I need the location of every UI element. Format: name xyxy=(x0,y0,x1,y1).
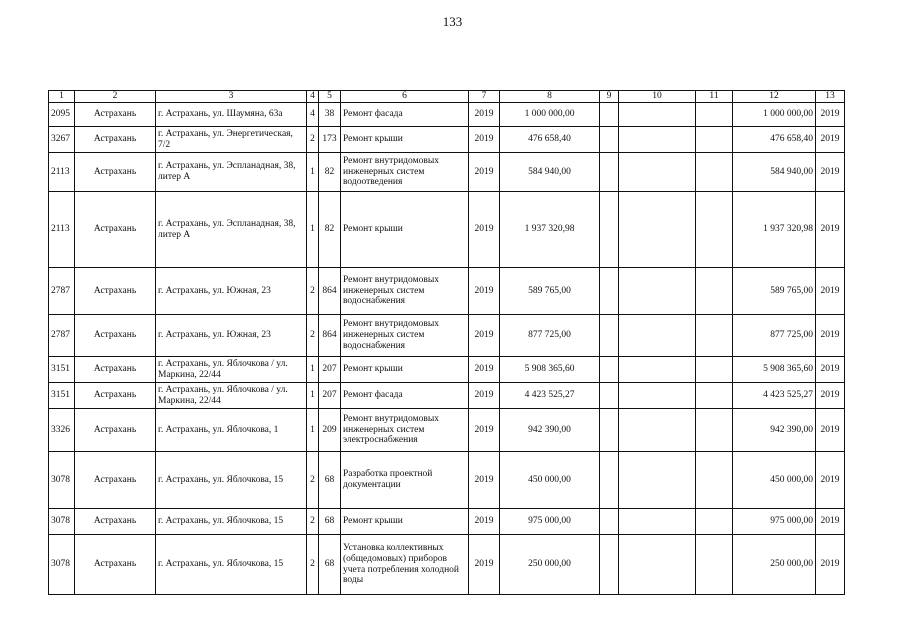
cell-address: г. Астрахань, ул. Яблочкова, 15 xyxy=(156,452,307,509)
cell-c9 xyxy=(600,452,619,509)
cell-c11 xyxy=(696,357,733,383)
cell-c9 xyxy=(600,509,619,535)
cell-address: г. Астрахань, ул. Яблочкова, 1 xyxy=(156,409,307,452)
cell-end-year: 2019 xyxy=(816,383,845,409)
cell-city: Астрахань xyxy=(75,509,156,535)
table-row xyxy=(49,357,845,383)
cell-c4: 2 xyxy=(307,315,319,357)
cell-city: Астрахань xyxy=(75,192,156,268)
cell-c4: 1 xyxy=(307,409,319,452)
cell-id: 3151 xyxy=(49,357,75,383)
cell-c10 xyxy=(619,409,696,452)
cell-c9 xyxy=(600,103,619,127)
cell-total: 450 000,00 xyxy=(733,452,816,509)
cell-address: г. Астрахань, ул. Южная, 23 xyxy=(156,268,307,315)
cell-id: 3078 xyxy=(49,509,75,535)
page-number: 133 xyxy=(442,14,463,29)
cell-address: г. Астрахань, ул. Яблочкова, 15 xyxy=(156,535,307,595)
cell-end-year: 2019 xyxy=(816,153,845,192)
cell-c11 xyxy=(696,192,733,268)
column-header-6: 6 xyxy=(341,91,469,103)
cell-total: 584 940,00 xyxy=(733,153,816,192)
table-body xyxy=(49,103,845,595)
cell-amount: 476 658,40 xyxy=(500,127,600,153)
cell-c11 xyxy=(696,383,733,409)
table-row xyxy=(49,268,845,315)
cell-end-year: 2019 xyxy=(816,103,845,127)
cell-c9 xyxy=(600,409,619,452)
cell-c11 xyxy=(696,452,733,509)
cell-c11 xyxy=(696,153,733,192)
cell-address: г. Астрахань, ул. Яблочкова / ул. Маркина, 22/44 xyxy=(156,383,307,409)
cell-c9 xyxy=(600,535,619,595)
cell-amount: 1 000 000,00 xyxy=(500,103,600,127)
cell-id: 2787 xyxy=(49,315,75,357)
cell-c5: 173 xyxy=(319,127,341,153)
cell-year: 2019 xyxy=(469,315,500,357)
column-header-5: 5 xyxy=(319,91,341,103)
cell-amount: 4 423 525,27 xyxy=(500,383,600,409)
cell-c10 xyxy=(619,153,696,192)
cell-amount: 877 725,00 xyxy=(500,315,600,357)
cell-id: 2095 xyxy=(49,103,75,127)
column-header-2: 2 xyxy=(75,91,156,103)
table-row xyxy=(49,452,845,509)
cell-total: 250 000,00 xyxy=(733,535,816,595)
cell-city: Астрахань xyxy=(75,357,156,383)
cell-city: Астрахань xyxy=(75,452,156,509)
table-row xyxy=(49,315,845,357)
cell-work: Ремонт внутридомовых инженерных систем электроснабжения xyxy=(341,409,469,452)
cell-c10 xyxy=(619,535,696,595)
cell-c10 xyxy=(619,127,696,153)
cell-work: Ремонт крыши xyxy=(341,357,469,383)
cell-work: Разработка проектной документации xyxy=(341,452,469,509)
table-row xyxy=(49,127,845,153)
cell-end-year: 2019 xyxy=(816,192,845,268)
cell-address: г. Астрахань, ул. Яблочкова / ул. Маркина, 22/44 xyxy=(156,357,307,383)
column-header-1: 1 xyxy=(49,91,75,103)
cell-id: 3267 xyxy=(49,127,75,153)
cell-c5: 68 xyxy=(319,509,341,535)
cell-city: Астрахань xyxy=(75,127,156,153)
cell-id: 3078 xyxy=(49,535,75,595)
cell-end-year: 2019 xyxy=(816,127,845,153)
cell-city: Астрахань xyxy=(75,409,156,452)
cell-c11 xyxy=(696,315,733,357)
cell-total: 1 000 000,00 xyxy=(733,103,816,127)
table-row xyxy=(49,153,845,192)
cell-work: Ремонт крыши xyxy=(341,192,469,268)
cell-c11 xyxy=(696,127,733,153)
cell-c5: 68 xyxy=(319,452,341,509)
cell-city: Астрахань xyxy=(75,315,156,357)
cell-address: г. Астрахань, ул. Яблочкова, 15 xyxy=(156,509,307,535)
cell-c10 xyxy=(619,315,696,357)
cell-c4: 1 xyxy=(307,192,319,268)
cell-c11 xyxy=(696,103,733,127)
cell-city: Астрахань xyxy=(75,103,156,127)
cell-year: 2019 xyxy=(469,509,500,535)
cell-c4: 4 xyxy=(307,103,319,127)
cell-work: Ремонт фасада xyxy=(341,383,469,409)
cell-amount: 250 000,00 xyxy=(500,535,600,595)
cell-c11 xyxy=(696,509,733,535)
cell-id: 2787 xyxy=(49,268,75,315)
cell-total: 476 658,40 xyxy=(733,127,816,153)
cell-c4: 2 xyxy=(307,452,319,509)
cell-amount: 584 940,00 xyxy=(500,153,600,192)
column-header-3: 3 xyxy=(156,91,307,103)
cell-total: 942 390,00 xyxy=(733,409,816,452)
cell-address: г. Астрахань, ул. Энергетическая, 7/2 xyxy=(156,127,307,153)
cell-address: г. Астрахань, ул. Эспланадная, 38, литер А xyxy=(156,192,307,268)
cell-c11 xyxy=(696,409,733,452)
column-header-12: 12 xyxy=(733,91,816,103)
cell-c10 xyxy=(619,383,696,409)
cell-c10 xyxy=(619,357,696,383)
column-header-8: 8 xyxy=(500,91,600,103)
table-row xyxy=(49,509,845,535)
cell-c9 xyxy=(600,268,619,315)
column-header-10: 10 xyxy=(619,91,696,103)
cell-id: 2113 xyxy=(49,153,75,192)
cell-c5: 864 xyxy=(319,268,341,315)
cell-total: 4 423 525,27 xyxy=(733,383,816,409)
cell-c5: 82 xyxy=(319,153,341,192)
cell-total: 589 765,00 xyxy=(733,268,816,315)
table-row xyxy=(49,383,845,409)
cell-c10 xyxy=(619,103,696,127)
cell-city: Астрахань xyxy=(75,153,156,192)
cell-year: 2019 xyxy=(469,153,500,192)
table-row xyxy=(49,409,845,452)
cell-amount: 975 000,00 xyxy=(500,509,600,535)
cell-total: 975 000,00 xyxy=(733,509,816,535)
cell-c5: 68 xyxy=(319,535,341,595)
cell-c5: 864 xyxy=(319,315,341,357)
cell-work: Ремонт крыши xyxy=(341,509,469,535)
cell-year: 2019 xyxy=(469,383,500,409)
cell-end-year: 2019 xyxy=(816,268,845,315)
cell-c5: 207 xyxy=(319,383,341,409)
cell-city: Астрахань xyxy=(75,535,156,595)
cell-year: 2019 xyxy=(469,535,500,595)
cell-amount: 450 000,00 xyxy=(500,452,600,509)
cell-work: Ремонт внутридомовых инженерных систем водоотведения xyxy=(341,153,469,192)
cell-year: 2019 xyxy=(469,452,500,509)
column-header-4: 4 xyxy=(307,91,319,103)
cell-c11 xyxy=(696,535,733,595)
cell-c4: 1 xyxy=(307,383,319,409)
cell-work: Ремонт фасада xyxy=(341,103,469,127)
cell-total: 1 937 320,98 xyxy=(733,192,816,268)
cell-c9 xyxy=(600,357,619,383)
cell-total: 5 908 365,60 xyxy=(733,357,816,383)
cell-c9 xyxy=(600,127,619,153)
cell-c10 xyxy=(619,192,696,268)
cell-work: Ремонт внутридомовых инженерных систем водоснабжения xyxy=(341,315,469,357)
cell-year: 2019 xyxy=(469,192,500,268)
column-header-13: 13 xyxy=(816,91,845,103)
cell-c9 xyxy=(600,192,619,268)
cell-c10 xyxy=(619,452,696,509)
cell-work: Ремонт внутридомовых инженерных систем водоснабжения xyxy=(341,268,469,315)
cell-c10 xyxy=(619,268,696,315)
cell-work: Ремонт крыши xyxy=(341,127,469,153)
cell-year: 2019 xyxy=(469,127,500,153)
cell-c4: 2 xyxy=(307,509,319,535)
cell-total: 877 725,00 xyxy=(733,315,816,357)
cell-year: 2019 xyxy=(469,409,500,452)
cell-city: Астрахань xyxy=(75,383,156,409)
cell-end-year: 2019 xyxy=(816,535,845,595)
cell-c5: 207 xyxy=(319,357,341,383)
cell-c4: 2 xyxy=(307,268,319,315)
cell-id: 3326 xyxy=(49,409,75,452)
cell-c4: 2 xyxy=(307,127,319,153)
cell-c4: 1 xyxy=(307,153,319,192)
cell-amount: 1 937 320,98 xyxy=(500,192,600,268)
cell-end-year: 2019 xyxy=(816,357,845,383)
cell-c11 xyxy=(696,268,733,315)
cell-amount: 942 390,00 xyxy=(500,409,600,452)
cell-amount: 5 908 365,60 xyxy=(500,357,600,383)
column-header-9: 9 xyxy=(600,91,619,103)
cell-end-year: 2019 xyxy=(816,509,845,535)
cell-c9 xyxy=(600,315,619,357)
cell-id: 3151 xyxy=(49,383,75,409)
cell-address: г. Астрахань, ул. Эспланадная, 38, литер А xyxy=(156,153,307,192)
cell-c9 xyxy=(600,153,619,192)
column-header-11: 11 xyxy=(696,91,733,103)
cell-c4: 1 xyxy=(307,357,319,383)
table-row xyxy=(49,535,845,595)
cell-c10 xyxy=(619,509,696,535)
cell-c5: 82 xyxy=(319,192,341,268)
cell-year: 2019 xyxy=(469,268,500,315)
cell-end-year: 2019 xyxy=(816,452,845,509)
cell-address: г. Астрахань, ул. Шаумяна, 63а xyxy=(156,103,307,127)
cell-c5: 209 xyxy=(319,409,341,452)
cell-work: Установка коллективных (общедомовых) приборов учета потребления холодной воды xyxy=(341,535,469,595)
cell-end-year: 2019 xyxy=(816,409,845,452)
cell-id: 3078 xyxy=(49,452,75,509)
cell-end-year: 2019 xyxy=(816,315,845,357)
cell-c5: 38 xyxy=(319,103,341,127)
cell-c9 xyxy=(600,383,619,409)
table-row xyxy=(49,192,845,268)
cell-year: 2019 xyxy=(469,103,500,127)
cell-id: 2113 xyxy=(49,192,75,268)
cell-city: Астрахань xyxy=(75,268,156,315)
header-row xyxy=(49,91,845,103)
cell-year: 2019 xyxy=(469,357,500,383)
table-row xyxy=(49,103,845,127)
cell-amount: 589 765,00 xyxy=(500,268,600,315)
cell-c4: 2 xyxy=(307,535,319,595)
column-header-7: 7 xyxy=(469,91,500,103)
cell-address: г. Астрахань, ул. Южная, 23 xyxy=(156,315,307,357)
registry-table xyxy=(48,90,845,595)
